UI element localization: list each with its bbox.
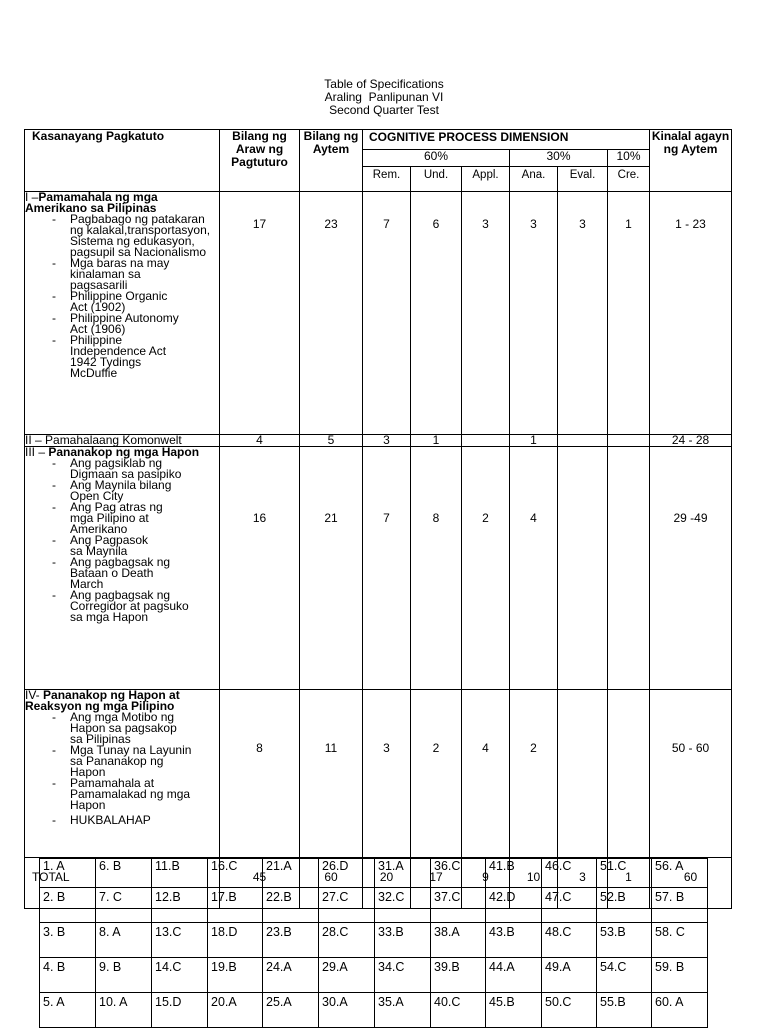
und-cell: 6: [411, 192, 462, 435]
cre-cell: [608, 435, 650, 447]
answer-cell: 5. A: [40, 993, 96, 1028]
answer-cell: 32.C: [375, 888, 431, 923]
und-cell: 2: [411, 690, 462, 858]
header-rem: Rem.: [363, 167, 411, 192]
answer-cell: 60. A: [652, 993, 708, 1028]
ana-cell: 4: [510, 447, 558, 690]
answer-cell: 2. B: [40, 888, 96, 923]
list-item: - Pagbabago ng patakaran ng kalakal,transportasyon, Sistema ng edukasyon, pagsupil sa Nacionalismo: [52, 214, 219, 258]
answer-cell: 20.A: [208, 993, 263, 1028]
answer-cell: 55.B: [597, 993, 652, 1028]
ana-cell: 3: [510, 192, 558, 435]
answer-cell: 38.A: [431, 923, 486, 958]
total-items: 60: [300, 858, 363, 909]
header-skill: Kasanayang Pagkatuto: [25, 130, 220, 192]
header-cre: Cre.: [608, 167, 650, 192]
answer-cell: 41.B: [486, 859, 542, 888]
total-days: 45: [220, 858, 300, 909]
answer-cell: 47.C: [542, 888, 597, 923]
header-eval: Eval.: [558, 167, 608, 192]
eval-cell: [558, 447, 608, 690]
answer-cell: 57. B: [652, 888, 708, 923]
answer-cell: 44.A: [486, 958, 542, 993]
header-pct-10: 10%: [608, 150, 650, 167]
topic-title: Pananakop ng Hapon at Reaksyon ng mga Pilipino: [25, 688, 180, 713]
answer-cell: 28.C: [319, 923, 375, 958]
topic-cell: III – Pananakop ng mga Hapon - Ang pagsiklab ng Digmaan sa pasipiko - Ang Maynila bilang Open City - Ang Pag atras ng mga Pilipino at Amerikano - Ang Pagpasok sa Maynila - Ang pagbagsak ng Bataan o Death March - Ang pagbagsak ng Corregidor at pagsuko sa mga Hapon: [25, 447, 220, 690]
items-cell: 23: [300, 192, 363, 435]
answer-cell: 11.B: [152, 859, 208, 888]
answer-cell: 19.B: [208, 958, 263, 993]
answer-cell: 46.C: [542, 859, 597, 888]
ana-cell: 2: [510, 690, 558, 858]
answer-cell: 16.C: [208, 859, 263, 888]
answer-cell: 6. B: [96, 859, 152, 888]
answer-cell: 7. C: [96, 888, 152, 923]
placement-cell: 24 - 28: [650, 435, 732, 447]
total-rem: 20: [363, 858, 411, 909]
placement-cell: 1 - 23: [650, 192, 732, 435]
placement-cell: 50 - 60: [650, 690, 732, 858]
topic-cell: II – Pamahalaang Komonwelt: [25, 435, 220, 447]
answer-cell: 14.C: [152, 958, 208, 993]
appl-cell: 2: [462, 447, 510, 690]
answer-cell: 31.A: [375, 859, 431, 888]
total-eval: 3: [558, 858, 608, 909]
eval-cell: [558, 690, 608, 858]
answer-cell: 34.C: [375, 958, 431, 993]
answer-cell: 52.B: [597, 888, 652, 923]
answer-cell: 43.B: [486, 923, 542, 958]
table-row: [25, 690, 732, 858]
topic-title: Pamamahala ng mga Amerikano sa Pilipinas: [25, 190, 158, 215]
answer-cell: 10. A: [96, 993, 152, 1028]
list-item: - Mga baras na may kinalaman sa pagsasarili: [52, 258, 185, 291]
title-line-2: Araling Panlipunan VI: [324, 90, 444, 104]
eval-cell: 3: [558, 192, 608, 435]
answer-cell: 29.A: [319, 958, 375, 993]
header-pct-30: 30%: [510, 150, 608, 167]
list-item: - Ang pagsiklab ng Digmaan sa pasipiko: [52, 458, 190, 480]
total-ana: 10: [510, 858, 558, 909]
total-label: TOTAL: [25, 858, 220, 909]
cre-cell: [608, 690, 650, 858]
days-cell: 8: [220, 690, 300, 858]
answer-cell: 50.C: [542, 993, 597, 1028]
answer-cell: 3. B: [40, 923, 96, 958]
items-cell: 11: [300, 690, 363, 858]
answer-cell: 22.B: [263, 888, 319, 923]
topic-bullets: [25, 214, 219, 379]
answer-cell: 36.C: [431, 859, 486, 888]
list-item: - Philippine Autonomy Act (1906): [52, 313, 185, 335]
answer-cell: 51.C: [597, 859, 652, 888]
ana-cell: 1: [510, 435, 558, 447]
answer-cell: 23.B: [263, 923, 319, 958]
items-cell: 5: [300, 435, 363, 447]
items-cell: 21: [300, 447, 363, 690]
answer-cell: 12.B: [152, 888, 208, 923]
header-ana: Ana.: [510, 167, 558, 192]
answer-cell: 4. B: [40, 958, 96, 993]
header-cognitive: COGNITIVE PROCESS DIMENSION: [363, 130, 650, 150]
answer-cell: 27.C: [319, 888, 375, 923]
answer-cell: 35.A: [375, 993, 431, 1028]
days-cell: 4: [220, 435, 300, 447]
placement-cell: 29 -49: [650, 447, 732, 690]
answer-cell: 45.B: [486, 993, 542, 1028]
list-item: - Ang Pagpasok sa Maynila: [52, 535, 160, 557]
header-items: Bilang ng Aytem: [300, 130, 363, 192]
topic-title: Pananakop ng mga Hapon: [48, 445, 200, 459]
rem-cell: 3: [363, 690, 411, 858]
list-item: - Philippine Organic Act (1902): [52, 291, 175, 313]
answer-cell: 13.C: [152, 923, 208, 958]
title-line-3: Second Quarter Test: [329, 103, 439, 117]
list-item: - Mga Tunay na Layunin sa Pananakop ng Hapon: [52, 745, 200, 778]
topic-bullets: [25, 458, 219, 623]
eval-cell: [558, 435, 608, 447]
answer-cell: 26.D: [319, 859, 375, 888]
answer-cell: 58. C: [652, 923, 708, 958]
total-cre: 1: [608, 858, 650, 909]
answer-row: [40, 958, 708, 993]
answer-row: [40, 888, 708, 923]
title-line-1: Table of Specifications: [324, 77, 444, 91]
answer-cell: 9. B: [96, 958, 152, 993]
list-item: - HUKBALAHAP: [52, 815, 219, 826]
answer-cell: 39.B: [431, 958, 486, 993]
total-appl: 9: [462, 858, 510, 909]
answer-cell: 17.B: [208, 888, 263, 923]
table-row: [25, 447, 732, 690]
total-und: 17: [411, 858, 462, 909]
list-item: - Pamamahala at Pamamalakad ng mga Hapon: [52, 778, 205, 811]
rem-cell: 7: [363, 447, 411, 690]
answer-row: [40, 859, 708, 888]
answer-cell: 21.A: [263, 859, 319, 888]
answer-cell: 48.C: [542, 923, 597, 958]
document-title: [0, 78, 768, 117]
answer-cell: 42.D: [486, 888, 542, 923]
header-placement: Kinalal agayn ng Aytem: [650, 130, 732, 192]
answer-cell: 59. B: [652, 958, 708, 993]
cre-cell: 1: [608, 192, 650, 435]
table-row: [25, 192, 732, 435]
answer-cell: 24.A: [263, 958, 319, 993]
rem-cell: 3: [363, 435, 411, 447]
answer-cell: 25.A: [263, 993, 319, 1028]
answer-cell: 30.A: [319, 993, 375, 1028]
header-days: Bilang ng Araw ng Pagtuturo: [220, 130, 300, 192]
header-pct-60: 60%: [363, 150, 510, 167]
total-placement: 60: [650, 858, 732, 909]
und-cell: 8: [411, 447, 462, 690]
list-item: - Ang Pag atras ng mga Pilipino at Amerikano: [52, 502, 175, 535]
answer-row: [40, 993, 708, 1028]
answer-cell: 1. A: [40, 859, 96, 888]
topic-cell: I –Pamamahala ng mga Amerikano sa Pilipinas - Pagbabago ng patakaran ng kalakal,transportasyon, Sistema ng edukasyon, pagsupil sa Nacionalismo - Mga baras na may kinalaman sa pagsasarili - Philippine Organic Act (1902) - Philippine Autonomy Act (1906) - Philippine Independence Act 1942 Tydings McDuffie: [25, 192, 220, 435]
answer-cell: 37.C: [431, 888, 486, 923]
list-item: - Ang pagbagsak ng Bataan o Death March: [52, 557, 180, 590]
topic-cell: IV- Pananakop ng Hapon at Reaksyon ng mga Pilipino - Ang mga Motibo ng Hapon sa pagsakop sa Pilipinas - Mga Tunay na Layunin sa Pananakop ng Hapon - Pamamahala at Pamamalakad ng mga Hapon - HUKBALAHAP: [25, 690, 220, 858]
answer-cell: 33.B: [375, 923, 431, 958]
answer-cell: 49.A: [542, 958, 597, 993]
und-cell: 1: [411, 435, 462, 447]
rem-cell: 7: [363, 192, 411, 435]
days-cell: 16: [220, 447, 300, 690]
answer-row: [40, 923, 708, 958]
table-of-specifications: [24, 129, 732, 909]
appl-cell: 4: [462, 690, 510, 858]
answer-cell: 18.D: [208, 923, 263, 958]
topic-bullets: [25, 712, 219, 826]
answer-key-grid: [39, 858, 708, 1028]
list-item: - Ang pagbagsak ng Corregidor at pagsuko sa mga Hapon: [52, 590, 200, 623]
appl-cell: [462, 435, 510, 447]
header-und: Und.: [411, 167, 462, 192]
answer-cell: 53.B: [597, 923, 652, 958]
header-appl: Appl.: [462, 167, 510, 192]
list-item: - Philippine Independence Act 1942 Tydings McDuffie: [52, 335, 180, 379]
answer-cell: 40.C: [431, 993, 486, 1028]
list-item: - Ang mga Motibo ng Hapon sa pagsakop sa Pilipinas: [52, 712, 190, 745]
list-item: - Ang Maynila bilang Open City: [52, 480, 185, 502]
answer-cell: 54.C: [597, 958, 652, 993]
cre-cell: [608, 447, 650, 690]
days-cell: 17: [220, 192, 300, 435]
answer-cell: 8. A: [96, 923, 152, 958]
answer-cell: 15.D: [152, 993, 208, 1028]
answer-cell: 56. A: [652, 859, 708, 888]
appl-cell: 3: [462, 192, 510, 435]
